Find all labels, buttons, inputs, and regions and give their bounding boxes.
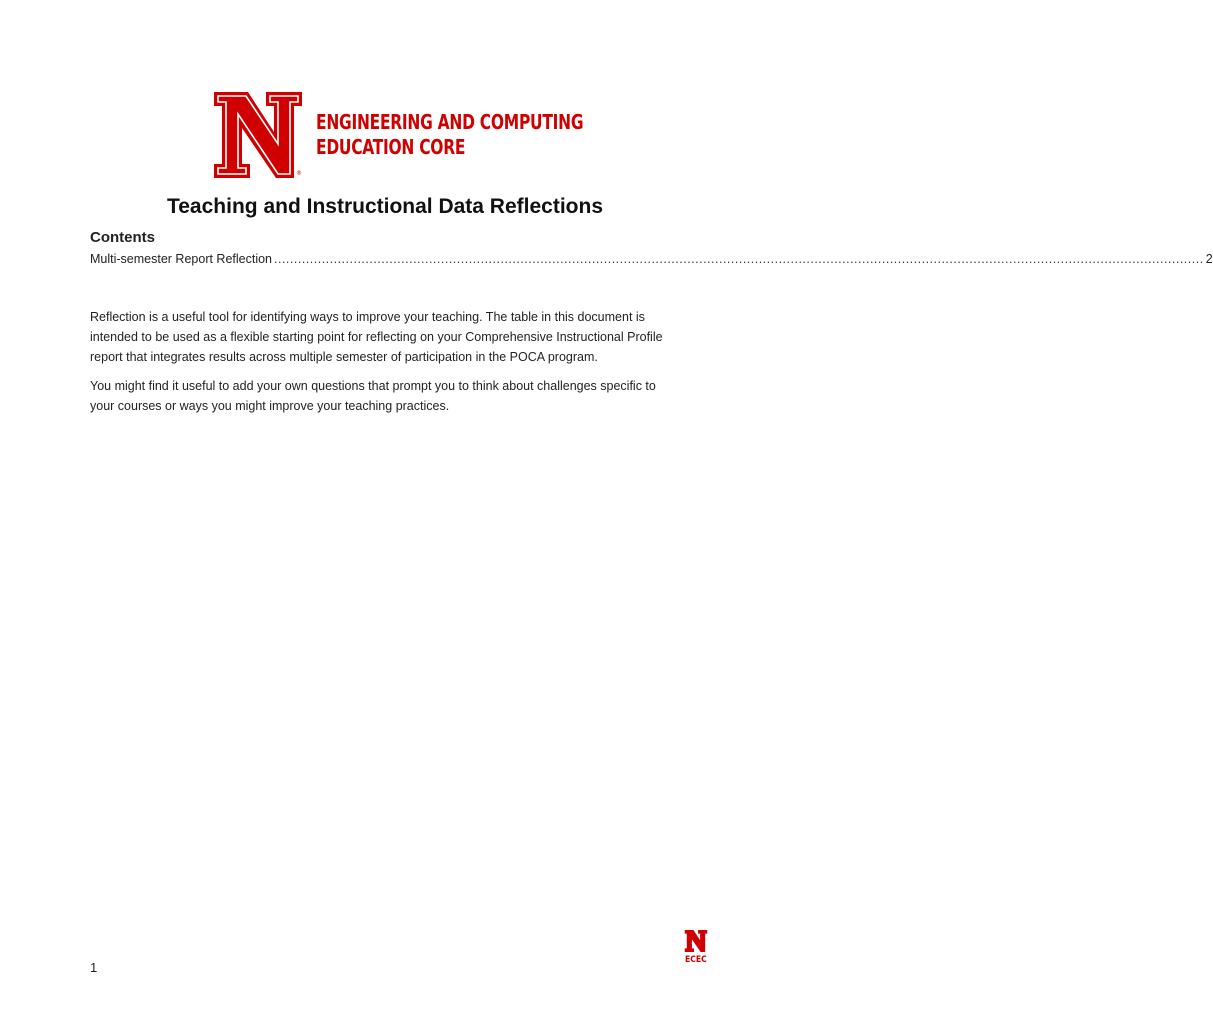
page-number: 1 [90,960,98,975]
intro-paragraph: Reflection is a useful tool for identifying ways to improve your teaching. The table in this document is intended to be used as a flexible starting point for reflecting on your Comprehensive Instructional Profile report that integrates results across multiple semester of participation in the POCA program. [90,310,663,364]
footer-logo [684,930,710,972]
toc-leader-dots: .......................................................................................................................................................................................................................................... [274,252,1204,266]
document-title: Teaching and Instructional Data Reflections [166,195,604,218]
nebraska-n-small-icon [684,930,708,952]
contents-heading: Contents [90,229,155,246]
nebraska-n-logo-icon [214,92,302,178]
logo-wordmark [316,110,583,160]
toc-entry-page: 2 [1205,252,1213,266]
logo-line-2: EDUCATION CORE [316,135,466,159]
registered-mark: ® [296,170,302,177]
toc-entry[interactable] [90,251,1213,268]
logo-line-1: ENGINEERING AND COMPUTING [316,110,584,134]
toc-entry-label: Multi-semester Report Reflection [90,252,273,266]
footer-logo-text: ECEC [685,955,707,965]
suggestion-paragraph: You might find it useful to add your own questions that prompt you to think about challenges specific to your courses or ways you might improve your teaching practices. [90,379,656,413]
ecec-logo [214,92,584,182]
